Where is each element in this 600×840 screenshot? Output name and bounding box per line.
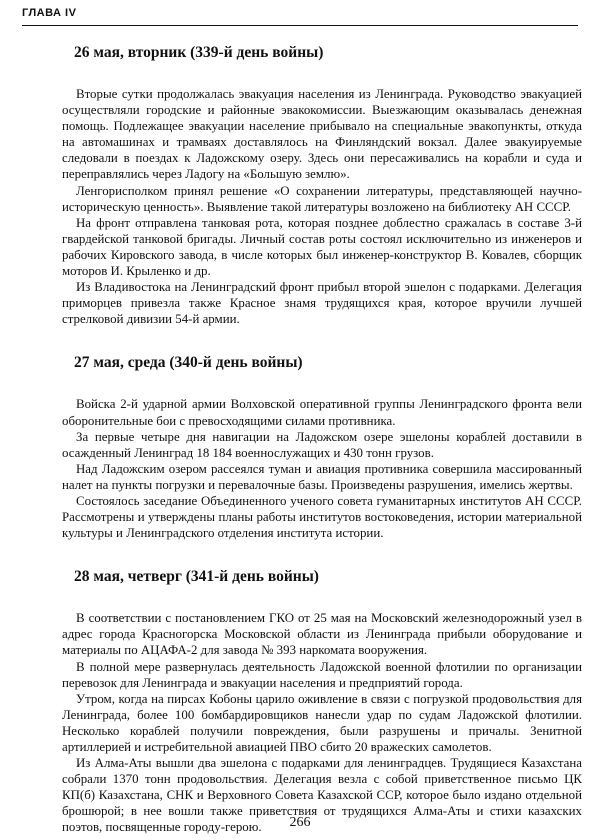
paragraph: Утром, когда на пирсах Кобоны царило оживление в связи с погрузкой продовольствия для Ленинграда, более 100 бомбардировщиков нанесли удар по судам Ладожской флотилии. Несколько кораблей получили повреждения, были разрушены и причалы. Зенитной артиллерией и истребительной авиацией ПВО сбито 20 вражеских самолетов. xyxy=(62,691,582,754)
paragraph: Ленгорисполком принял решение «О сохранении литературы, представляющей научно-историческую ценность». Выявление такой литературы возложено на библиотеку АН СССР. xyxy=(62,183,582,214)
paragraph: На фронт отправлена танковая рота, которая позднее доблестно сражалась в составе 3-й гвардейской танковой бригады. Личный состав роты состоял исключительно из инженеров и рабочих Кировского завода, в числе которых был инженер-конструктор В. Ковалев, сборщик моторов И. Крыленко и др. xyxy=(62,215,582,279)
paragraph: Войска 2-й ударной армии Волховской оперативной группы Ленинградского фронта вели оборонительные бои с превосходящими силами противника. xyxy=(62,397,582,428)
section-heading: 28 мая, четверг (341-й день войны) xyxy=(74,568,319,586)
paragraph: Над Ладожским озером рассеялся туман и авиация противника совершила массированный налет на пункты погрузки и перевалочные базы. Произведены разрушения, имелись жертвы. xyxy=(62,461,582,492)
paragraph: В соответствии с постановлением ГКО от 25 мая на Московский железнодорожный узел в адрес города Красногорска Московской области из Ленинграда прибыли оборудование и материалы по АЦАФА-2 для завода № 393 наркомата вооружения. xyxy=(62,611,582,658)
section-may-28 xyxy=(62,568,582,835)
page-body xyxy=(62,36,582,836)
section-may-27 xyxy=(62,354,582,541)
paragraph: Состоялось заседание Объединенного ученого совета гуманитарных институтов АН СССР. Рассмотрены и утверждены планы работы институтов востоковедения, истории материальной культуры и Ленинградского отделения института истории. xyxy=(62,493,582,541)
paragraph: Вторые сутки продолжалась эвакуация населения из Ленинграда. Руководство эвакуацией осуществляли городские и районные эвакокомиссии. Выезжающим оказывалась денежная помощь. Подлежащее эвакуации население прибывало на специальные эвакопункты, откуда на автомашинах и трамваях доставлялось на Финляндский вокзал. Далее эвакуируемые следовали в поездах к Ладожскому озеру. Здесь они пересаживались на корабли и суда и переправлялись через Ладогу на «Большую землю». xyxy=(62,87,582,182)
paragraph: В полной мере развернулась деятельность Ладожской военной флотилии по организации перевозок для Ленинграда и эвакуации населения и предприятий города. xyxy=(62,659,582,690)
section-may-26 xyxy=(62,44,582,327)
page-number: 266 xyxy=(289,815,311,830)
paragraph: Из Владивостока на Ленинградский фронт прибыл второй эшелон с подарками. Делегация приморцев привезла также Красное знамя трудящихся края, которое вручили лучшей стрелковой дивизии 54-й армии. xyxy=(62,280,582,327)
running-head: ГЛАВА IV xyxy=(22,7,77,19)
section-heading: 27 мая, среда (340-й день войны) xyxy=(74,354,303,372)
header-rule xyxy=(22,25,578,26)
paragraph: За первые четыре дня навигации на Ладожском озере эшелоны кораблей доставили в осажденный Ленинград 18 184 военнослужащих и 430 тонн грузов. xyxy=(62,429,582,460)
section-heading: 26 мая, вторник (339-й день войны) xyxy=(74,44,324,61)
paragraph: Из Алма-Аты вышли два эшелона с подарками для ленинградцев. Трудящиеся Казахстана собрали 1370 тонн продовольствия. Делегация везла с собой приветственное письмо ЦК КП(б) Казахстана, СНК и Верховного Совета Казахской ССР, которое было издано отдельной брошюрой; в нее вошли также приветствия от трудящихся Алма-Аты и стихи казахских поэтов, посвященные городу-герою. xyxy=(62,756,582,835)
